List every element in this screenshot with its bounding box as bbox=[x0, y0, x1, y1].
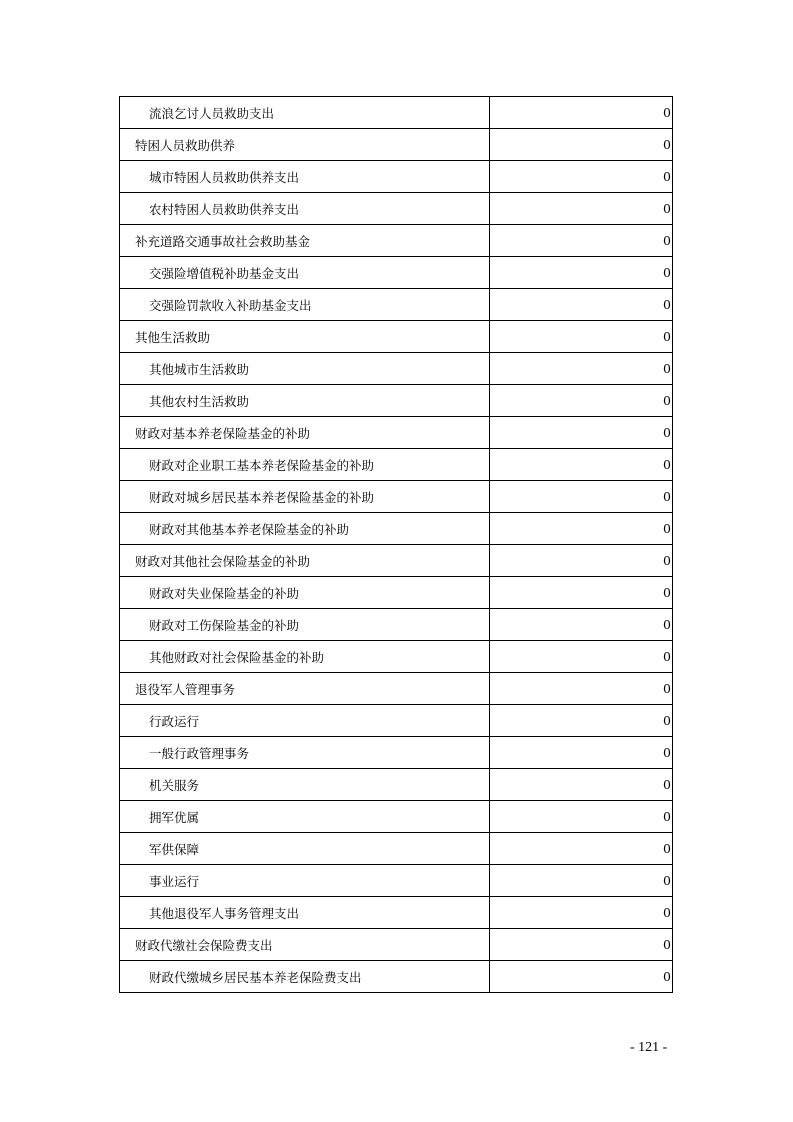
item-label: 拥军优属 bbox=[120, 801, 490, 833]
table-row bbox=[120, 353, 673, 385]
item-value: 0 bbox=[490, 225, 673, 257]
item-value: 0 bbox=[490, 833, 673, 865]
item-label: 机关服务 bbox=[120, 769, 490, 801]
item-value: 0 bbox=[490, 417, 673, 449]
item-value: 0 bbox=[490, 129, 673, 161]
item-label: 补充道路交通事故社会救助基金 bbox=[120, 225, 490, 257]
item-label: 交强险增值税补助基金支出 bbox=[120, 257, 490, 289]
table-row bbox=[120, 737, 673, 769]
item-value: 0 bbox=[490, 865, 673, 897]
item-value: 0 bbox=[490, 321, 673, 353]
item-value: 0 bbox=[490, 577, 673, 609]
table-row bbox=[120, 897, 673, 929]
table-row bbox=[120, 801, 673, 833]
item-value: 0 bbox=[490, 609, 673, 641]
item-label: 交强险罚款收入补助基金支出 bbox=[120, 289, 490, 321]
item-value: 0 bbox=[490, 769, 673, 801]
item-label: 退役军人管理事务 bbox=[120, 673, 490, 705]
item-value: 0 bbox=[490, 289, 673, 321]
table-row bbox=[120, 417, 673, 449]
item-value: 0 bbox=[490, 705, 673, 737]
item-value: 0 bbox=[490, 897, 673, 929]
item-label: 其他财政对社会保险基金的补助 bbox=[120, 641, 490, 673]
item-value: 0 bbox=[490, 353, 673, 385]
item-value: 0 bbox=[490, 801, 673, 833]
item-value: 0 bbox=[490, 193, 673, 225]
item-value: 0 bbox=[490, 929, 673, 961]
item-label: 其他农村生活救助 bbox=[120, 385, 490, 417]
budget-table bbox=[119, 96, 673, 993]
table-row bbox=[120, 833, 673, 865]
item-value: 0 bbox=[490, 161, 673, 193]
item-label: 财政对城乡居民基本养老保险基金的补助 bbox=[120, 481, 490, 513]
table-row bbox=[120, 865, 673, 897]
item-label: 其他退役军人事务管理支出 bbox=[120, 897, 490, 929]
item-value: 0 bbox=[490, 513, 673, 545]
item-value: 0 bbox=[490, 641, 673, 673]
table-row bbox=[120, 193, 673, 225]
item-label: 特困人员救助供养 bbox=[120, 129, 490, 161]
item-label: 其他生活救助 bbox=[120, 321, 490, 353]
page-number: - 121 - bbox=[630, 1040, 668, 1055]
item-value: 0 bbox=[490, 961, 673, 993]
item-value: 0 bbox=[490, 673, 673, 705]
table-row bbox=[120, 161, 673, 193]
item-label: 财政对其他基本养老保险基金的补助 bbox=[120, 513, 490, 545]
item-value: 0 bbox=[490, 97, 673, 129]
item-label: 流浪乞讨人员救助支出 bbox=[120, 97, 490, 129]
table-row bbox=[120, 481, 673, 513]
item-value: 0 bbox=[490, 449, 673, 481]
table-row bbox=[120, 513, 673, 545]
item-label: 城市特困人员救助供养支出 bbox=[120, 161, 490, 193]
table-row bbox=[120, 961, 673, 993]
item-label: 财政对工伤保险基金的补助 bbox=[120, 609, 490, 641]
table-row bbox=[120, 769, 673, 801]
table-row bbox=[120, 545, 673, 577]
item-label: 财政对失业保险基金的补助 bbox=[120, 577, 490, 609]
table-body bbox=[120, 97, 673, 993]
table-row bbox=[120, 929, 673, 961]
item-value: 0 bbox=[490, 385, 673, 417]
table-row bbox=[120, 641, 673, 673]
item-label: 一般行政管理事务 bbox=[120, 737, 490, 769]
table-row bbox=[120, 673, 673, 705]
table-row bbox=[120, 257, 673, 289]
table-row bbox=[120, 385, 673, 417]
item-value: 0 bbox=[490, 257, 673, 289]
table-row bbox=[120, 705, 673, 737]
item-label: 其他城市生活救助 bbox=[120, 353, 490, 385]
item-label: 事业运行 bbox=[120, 865, 490, 897]
item-label: 财政对基本养老保险基金的补助 bbox=[120, 417, 490, 449]
table-row bbox=[120, 321, 673, 353]
item-value: 0 bbox=[490, 481, 673, 513]
item-value: 0 bbox=[490, 737, 673, 769]
item-label: 农村特困人员救助供养支出 bbox=[120, 193, 490, 225]
table-row bbox=[120, 577, 673, 609]
item-label: 财政代缴城乡居民基本养老保险费支出 bbox=[120, 961, 490, 993]
table-row bbox=[120, 225, 673, 257]
item-value: 0 bbox=[490, 545, 673, 577]
item-label: 财政对企业职工基本养老保险基金的补助 bbox=[120, 449, 490, 481]
table-row bbox=[120, 97, 673, 129]
table-row bbox=[120, 129, 673, 161]
item-label: 军供保障 bbox=[120, 833, 490, 865]
table-row bbox=[120, 289, 673, 321]
table-row bbox=[120, 609, 673, 641]
item-label: 财政代缴社会保险费支出 bbox=[120, 929, 490, 961]
item-label: 财政对其他社会保险基金的补助 bbox=[120, 545, 490, 577]
table-row bbox=[120, 449, 673, 481]
item-label: 行政运行 bbox=[120, 705, 490, 737]
